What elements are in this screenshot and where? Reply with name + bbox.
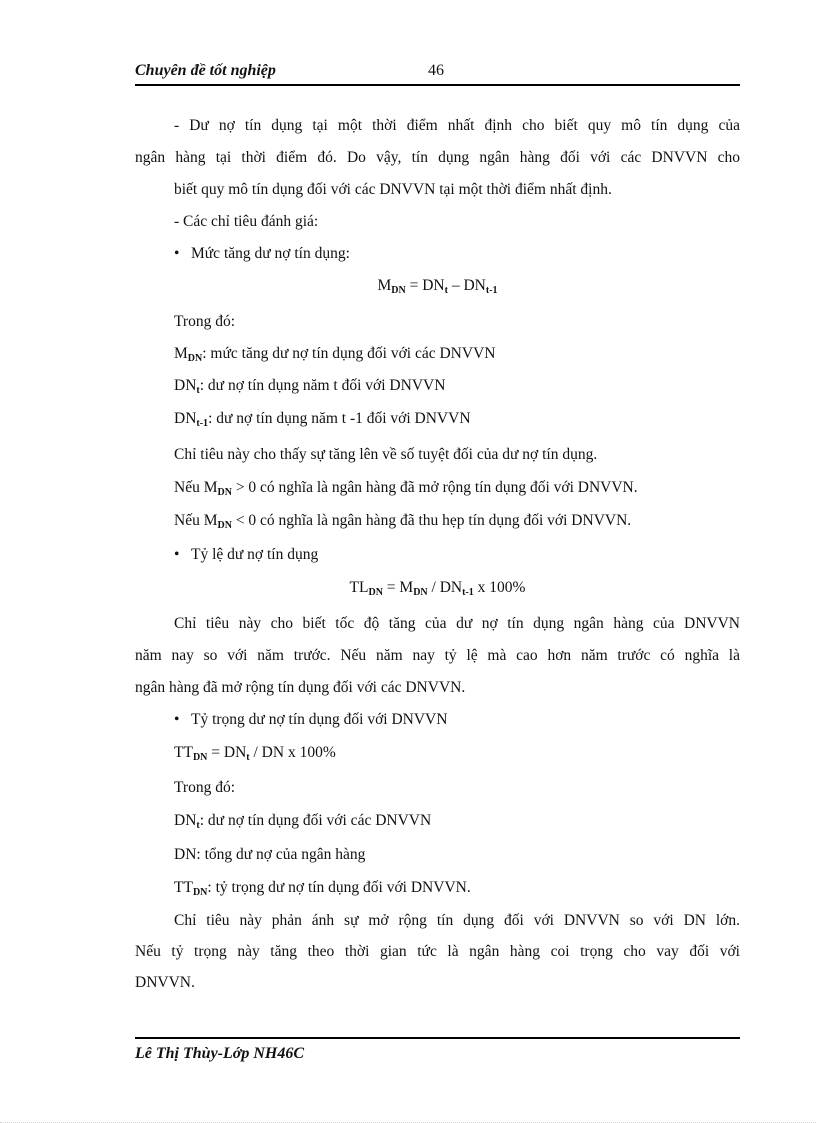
bullet-icon: •	[174, 245, 180, 262]
footer-divider	[135, 1037, 740, 1039]
paragraph-line: Nếu tỷ trọng này tăng theo thời gian tức là ngân hàng coi trọng cho vay đối với	[135, 943, 740, 960]
formula: $M_{DN} = DN_t - DN_{t-1}$	[377, 277, 498, 296]
document-title: Chuyên đề tốt nghiệp	[135, 62, 276, 79]
paragraph-line: ngân hàng tại thời điểm đó. Do vậy, tín dụng ngân hàng đối với các DNVVN cho	[135, 149, 740, 166]
definition: $DN_t$: dư nợ tín dụng năm t đối với DNVVN	[174, 377, 446, 396]
page-header	[135, 60, 740, 86]
footer-author: Lê Thị Thùy-Lớp NH46C	[135, 1045, 305, 1062]
where-label: Trong đó:	[174, 779, 236, 796]
bullet-item	[174, 710, 740, 730]
bullet-icon: •	[174, 546, 180, 563]
paragraph-line: Chỉ tiêu này cho biết tốc độ tăng của dư nợ tín dụng ngân hàng của DNVVN	[174, 615, 740, 632]
paragraph-line: năm nay so với năm trước. Nếu năm nay tỷ lệ mà cao hơn năm trước có nghĩa là	[135, 647, 740, 664]
definition: DN: tổng dư nợ của ngân hàng	[174, 846, 366, 863]
definition: $TT_{DN}$: tỷ trọng dư nợ tín dụng đối với DNVVN.	[174, 879, 471, 898]
paragraph-line: ngân hàng đã mở rộng tín dụng đối với các DNVVN.	[135, 679, 466, 696]
where-label: Trong đó:	[174, 313, 236, 330]
bullet-title: Tỷ lệ dư nợ tín dụng	[191, 546, 319, 563]
formula: $TL_{DN} = M_{DN} / DN_{t-1}$ x 100%	[349, 579, 526, 598]
definition: $DN_{t-1}$: dư nợ tín dụng năm t -1 đối với DNVVN	[174, 410, 471, 429]
page-number: 46	[428, 62, 444, 79]
paragraph-line: Nếu $M_{DN} > 0$ có nghĩa là ngân hàng đã mở rộng tín dụng đối với DNVVN.	[174, 479, 638, 498]
criteria-heading: - Các chỉ tiêu đánh giá:	[174, 213, 319, 230]
paragraph-line: - Dư nợ tín dụng tại một thời điểm nhất định cho biết quy mô tín dụng của	[174, 117, 740, 134]
formula: $TT_{DN} = DN_t$ / DN x 100%	[174, 744, 336, 763]
paragraph-line: biết quy mô tín dụng đối với các DNVVN tại một thời điểm nhất định.	[174, 181, 612, 198]
bullet-title: Mức tăng dư nợ tín dụng:	[191, 245, 350, 262]
bullet-item	[174, 244, 740, 264]
bullet-icon: •	[174, 711, 180, 728]
paragraph-line: DNVVN.	[135, 974, 195, 991]
paragraph-line: Nếu $M_{DN} < 0$ có nghĩa là ngân hàng đã thu hẹp tín dụng đối với DNVVN.	[174, 512, 632, 531]
definition: $M_{DN}$: mức tăng dư nợ tín dụng đối với các DNVVN	[174, 345, 496, 364]
definition: $DN_t$: dư nợ tín dụng đối với các DNVVN	[174, 812, 432, 831]
bullet-item	[174, 545, 740, 565]
paragraph-line: Chỉ tiêu này phản ánh sự mở rộng tín dụng đối với DNVVN so với DN lớn.	[174, 912, 740, 929]
bullet-title: Tỷ trọng dư nợ tín dụng đối với DNVVN	[191, 711, 448, 728]
paragraph-line: Chỉ tiêu này cho thấy sự tăng lên về số tuyệt đối của dư nợ tín dụng.	[174, 446, 598, 463]
